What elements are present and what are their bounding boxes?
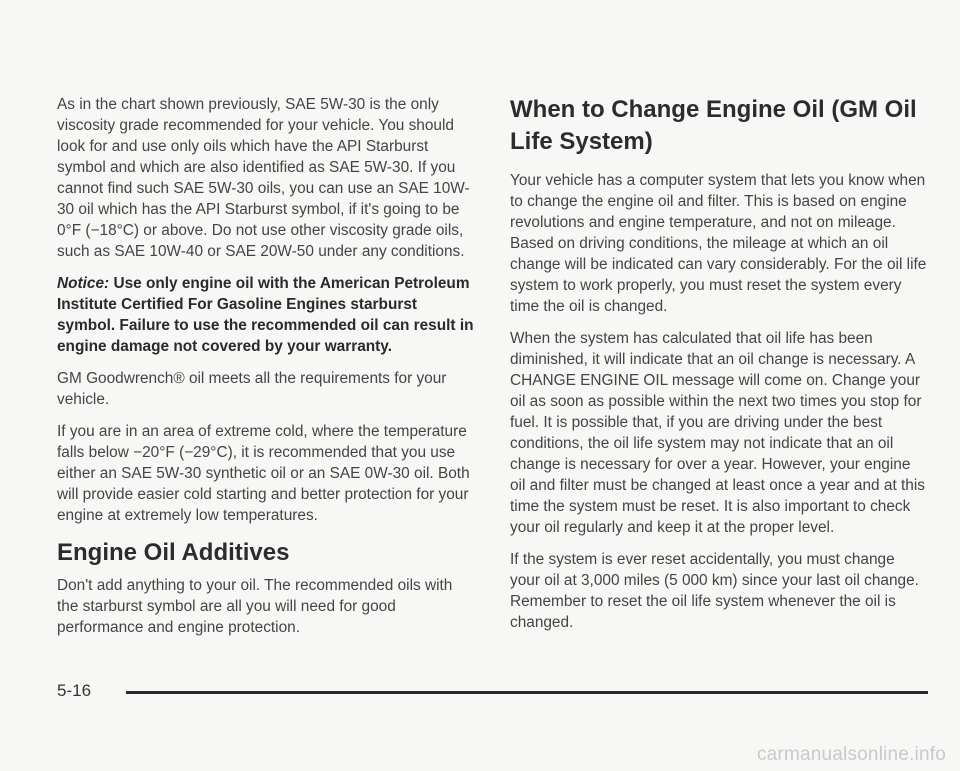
left-column xyxy=(57,94,475,649)
notice-text: Use only engine oil with the American Petroleum Institute Certified For Gasoline Engines starburst symbol. Failure to use the recommended oil can result in engine damage not covered by your warranty. xyxy=(57,275,474,355)
additives-paragraph: Don't add anything to your oil. The recommended oils with the starburst symbol are all you will need for good performance and engine protection. xyxy=(57,577,453,636)
footer-rule xyxy=(126,691,928,694)
oil-life-paragraph-3: If the system is ever reset accidentally, you must change your oil at 3,000 miles (5 000 km) since your last oil change. Remember to reset the oil life system whenever the oil is changed. xyxy=(510,551,919,631)
goodwrench-paragraph: GM Goodwrench® oil meets all the requirements for your vehicle. xyxy=(57,370,447,408)
additives-heading: Engine Oil Additives xyxy=(57,539,290,566)
page-number: 5-16 xyxy=(57,681,92,700)
oil-life-paragraph-2: When the system has calculated that oil life has been diminished, it will indicate that an oil change is necessary. A CHANGE ENGINE OIL message will come on. Change your oil as soon as possible within the next two times you stop for fuel. It is possible that, if you are driving under the best conditions, the oil life system may not indicate that an oil change is necessary for over a year. However, your engine oil and filter must be changed at least once a year and at this time the system must be reset. It is also important to check your oil regularly and keep it at the proper level. xyxy=(510,330,925,536)
oil-life-paragraph-1: Your vehicle has a computer system that lets you know when to change the engine oil and filter. This is based on engine revolutions and engine temperature, and not on mileage. Based on driving conditions, the mileage at which an oil change will be indicated can vary considerably. For the oil life system to work properly, you must reset the system every time the oil is changed. xyxy=(510,172,927,315)
right-column xyxy=(510,94,928,644)
notice-label: Notice: xyxy=(57,275,110,292)
watermark: carmanualsonline.info xyxy=(756,744,946,765)
notice-paragraph xyxy=(57,273,475,357)
extreme-cold-paragraph: If you are in an area of extreme cold, where the temperature falls below −20°F (−29°C), it is recommended that you use either an SAE 5W-30 synthetic oil or an SAE 0W-30 oil. Both will provide easier cold starting and better protection for your engine at extremely low temperatures. xyxy=(57,423,470,524)
oil-life-heading: When to Change Engine Oil (GM Oil Life System) xyxy=(510,96,917,155)
viscosity-paragraph: As in the chart shown previously, SAE 5W-30 is the only viscosity grade recommended for your vehicle. You should look for and use only oils which have the API Starburst symbol and which are also identified as SAE 5W-30. If you cannot find such SAE 5W-30 oils, you can use an SAE 10W-30 oil which has the API Starburst symbol, if it's going to be 0°F (−18°C) or above. Do not use other viscosity grade oils, such as SAE 10W-40 or SAE 20W-50 under any conditions. xyxy=(57,96,470,260)
